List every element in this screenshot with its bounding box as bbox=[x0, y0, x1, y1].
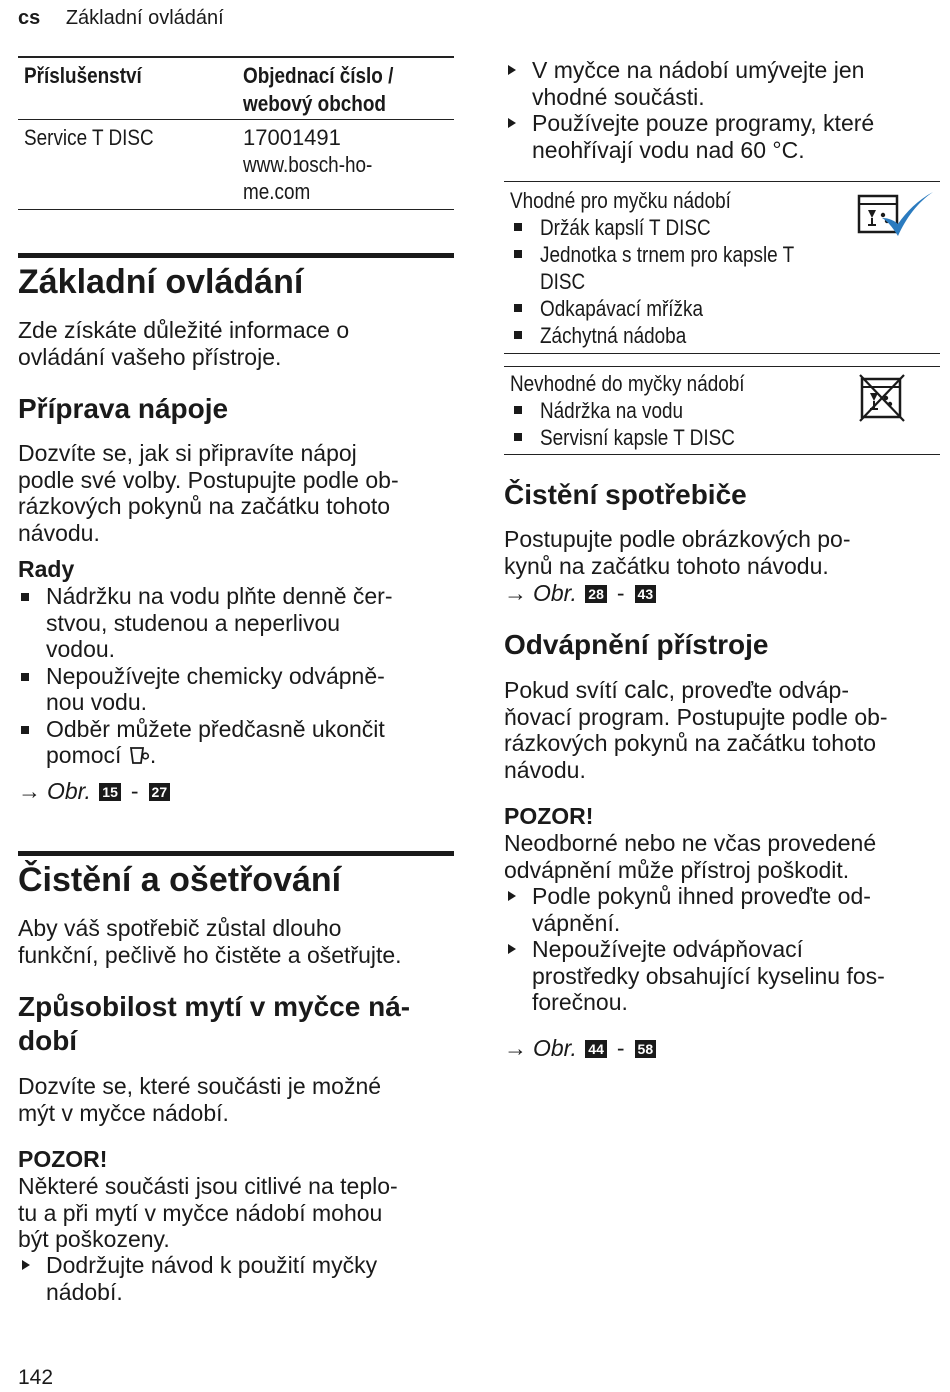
figure-badge: 28 bbox=[585, 585, 607, 603]
list-item: Nádržku na vodu plňte denně čer- stvou, studenou a neperlivou vodou. bbox=[18, 583, 454, 663]
figure-reference: → Obr. 15 - 27 bbox=[18, 778, 172, 805]
subsection-title-descaling: Odvápnění přístroje bbox=[504, 629, 769, 660]
figure-reference: → Obr. 28 - 43 bbox=[504, 580, 658, 607]
descaling-warning-text: Neodborné nebo ne včas provedené odvápnění může přístroj poškodit. bbox=[504, 830, 877, 883]
care-intro: Aby váš spotřebič zůstal dlouho funkční, pečlivě ho čistěte a ošetřujte. bbox=[18, 915, 402, 968]
list-item: V myčce na nádobí umývejte jen vhodné součásti. bbox=[504, 57, 940, 110]
subsection-title-preparation: Příprava nápoje bbox=[18, 393, 229, 424]
dishwasher-steps-left bbox=[18, 1252, 454, 1305]
list-item: Používejte pouze programy, které neohřívají vodu nad 60 °C. bbox=[504, 110, 940, 163]
dishwasher-steps-right bbox=[504, 57, 940, 163]
shop-url-line2[interactable]: me.com bbox=[243, 179, 311, 204]
header-title: Základní ovládání bbox=[65, 7, 224, 29]
figure-badge: 43 bbox=[635, 585, 657, 603]
list-item: Jednotka s trnem pro kapsle T DISC bbox=[504, 241, 940, 295]
list-item: Dodržujte návod k použití myčky nádobí. bbox=[18, 1252, 454, 1305]
list-item: Záchytná nádoba bbox=[504, 322, 940, 349]
order-number: 17001491 bbox=[243, 125, 341, 150]
section-title-care: Čistění a ošetřování bbox=[18, 861, 342, 899]
shop-url-line1[interactable]: www.bosch-ho- bbox=[243, 152, 373, 177]
column-header-web-shop: webový obchod bbox=[243, 91, 386, 116]
not-dishwasher-safe-icon bbox=[858, 371, 906, 423]
descaling-steps bbox=[504, 883, 944, 1016]
list-item: Servisní kapsle T DISC bbox=[504, 424, 940, 451]
table-row bbox=[18, 120, 454, 210]
list-item: Odběr můžete předčasně ukončit pomocí . bbox=[18, 716, 454, 769]
accessory-name: Service T DISC bbox=[24, 125, 154, 150]
descaling-text: Pokud svítí calc, proveďte odváp- ňovací program. Postupujte podle ob- rázkových pokynů na začátku tohoto návodu. bbox=[504, 676, 888, 783]
column-header-order-number: Objednací číslo / bbox=[243, 63, 394, 88]
list-item: Odkapávací mřížka bbox=[504, 295, 940, 322]
arrow-right-icon: → bbox=[504, 580, 527, 606]
warning-label: POZOR! bbox=[504, 803, 594, 829]
subsection-title-cleaning: Čistění spotřebiče bbox=[504, 479, 747, 510]
section-rule bbox=[18, 253, 454, 258]
subsection-title-dishwasher: Způsobilost mytí v myčce ná- dobí bbox=[18, 991, 411, 1056]
dishwasher-warning-text: Některé součásti jsou citlivé na teplo- tu a při mytí v myčce nádobí mohou být poškozeny. bbox=[18, 1173, 398, 1252]
table-header bbox=[18, 58, 454, 120]
language-code: cs bbox=[18, 7, 41, 29]
cup-icon bbox=[128, 744, 150, 766]
arrow-right-icon: → bbox=[504, 1035, 527, 1061]
basic-intro: Zde získáte důležité informace o ovládání vašeho přístroje. bbox=[18, 317, 350, 370]
cleaning-text: Postupujte podle obrázkových po- kynů na začátku tohoto návodu. bbox=[504, 526, 851, 579]
preparation-text: Dozvíte se, jak si připravíte nápoj podle své volby. Postupujte podle ob- rázkových pokynů na začátku tohoto návodu. bbox=[18, 440, 399, 546]
unsuitable-box: Nevhodné do myčky nádobí Nádržka na vodu Servisní kapsle T DISC bbox=[504, 366, 940, 455]
list-item: Nádržka na vodu bbox=[504, 397, 940, 424]
figure-reference: → Obr. 44 - 58 bbox=[504, 1035, 658, 1062]
list-item: Nepoužívejte odvápňovací prostředky obsahující kyselinu fos- forečnou. bbox=[504, 936, 944, 1016]
list-item: Držák kapslí T DISC bbox=[504, 214, 940, 241]
section-rule bbox=[18, 851, 454, 856]
accessories-table bbox=[18, 56, 454, 210]
list-item: Podle pokynů ihned proveďte od- vápnění. bbox=[504, 883, 944, 936]
column-header-accessory: Příslušenství bbox=[24, 63, 142, 88]
warning-label: POZOR! bbox=[18, 1146, 108, 1172]
figure-badge: 27 bbox=[149, 783, 171, 801]
tips-label: Rady bbox=[18, 556, 75, 582]
suitable-box: Vhodné pro myčku nádobí Držák kapslí T DISC Jednotka s trnem pro kapsle T DISC Odkapávací mřížka Záchytná nádoba bbox=[504, 181, 940, 354]
tips-list bbox=[18, 583, 454, 769]
calc-display-text: calc bbox=[624, 676, 669, 704]
figure-badge: 58 bbox=[635, 1040, 657, 1058]
dishwasher-intro: Dozvíte se, které součásti je možné mýt v myčce nádobí. bbox=[18, 1073, 382, 1126]
page-header bbox=[18, 7, 224, 30]
figure-badge: 44 bbox=[585, 1040, 607, 1058]
figure-badge: 15 bbox=[99, 783, 121, 801]
dishwasher-safe-icon bbox=[856, 190, 936, 240]
page-number: 142 bbox=[18, 1366, 54, 1389]
arrow-right-icon: → bbox=[18, 778, 41, 804]
list-item: Nepoužívejte chemicky odvápně- nou vodu. bbox=[18, 663, 454, 716]
section-title-basic: Základní ovládání bbox=[18, 263, 304, 301]
